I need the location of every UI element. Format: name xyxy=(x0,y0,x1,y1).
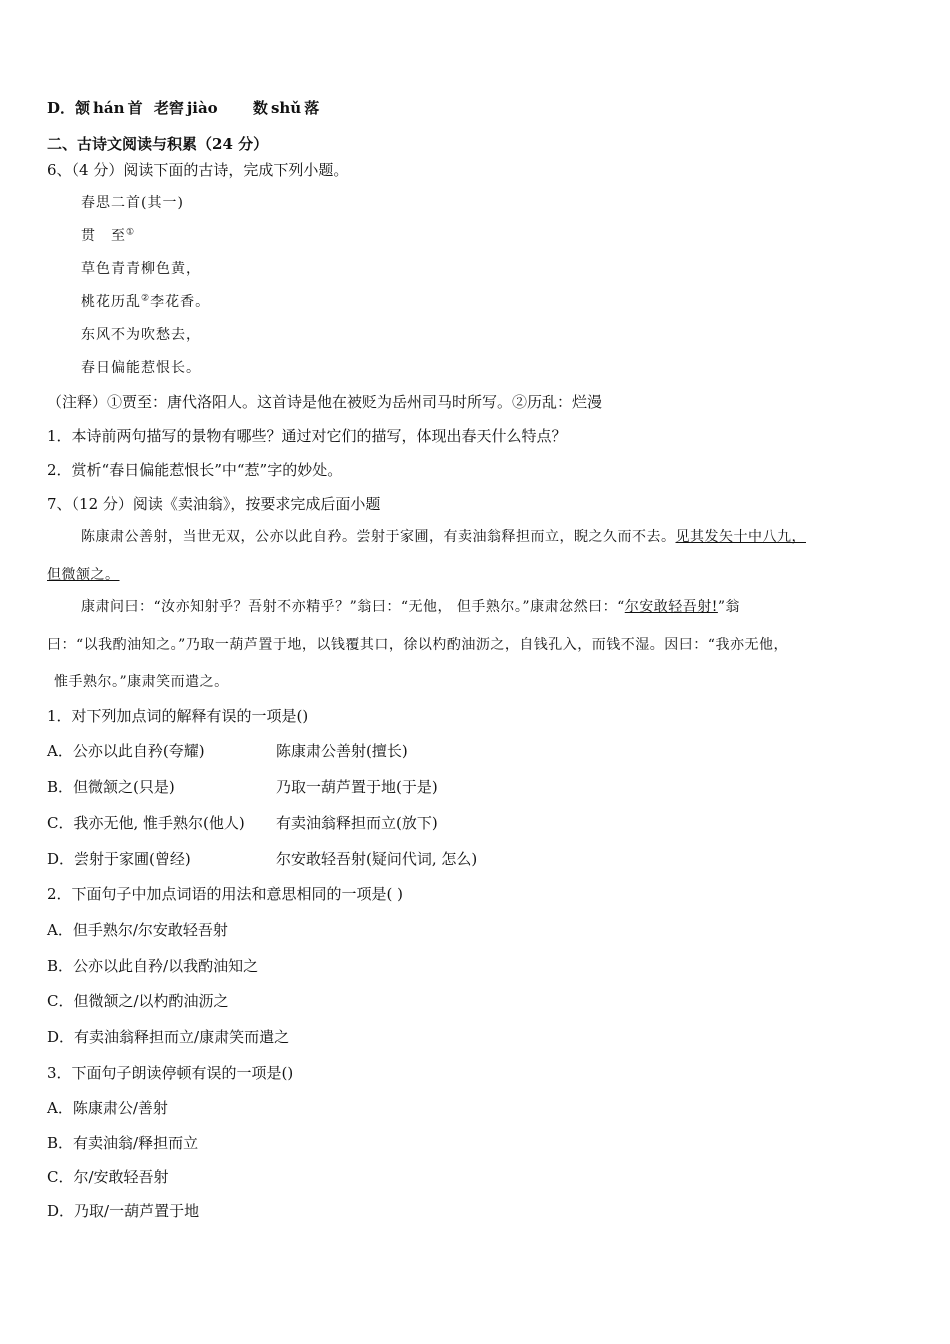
option-label: A． xyxy=(47,921,73,939)
option-row-b xyxy=(47,777,175,797)
option-label: C． xyxy=(47,1168,74,1186)
poem-text: 桃花历乱 xyxy=(81,294,141,310)
footnote-mark: ① xyxy=(126,227,136,238)
option-text: 有卖油翁/释担而立 xyxy=(73,1134,199,1152)
option-label: D． xyxy=(47,99,76,117)
option-row-c xyxy=(47,813,245,833)
option-label: B． xyxy=(47,1134,74,1152)
pinyin: hán xyxy=(93,99,125,117)
option-d xyxy=(47,1027,289,1047)
passage-paragraph-2-cont: 曰：“以我酌油知之。”乃取一葫芦置于地，以钱覆其口，徐以杓酌油沥之，自钱孔入，而钱不湿。因曰：“我亦无他， xyxy=(47,637,788,653)
option-text: 我亦无他, 惟手熟尔(他人) xyxy=(73,814,245,832)
option-c xyxy=(47,1167,169,1187)
passage-paragraph-2-end: 惟手熟尔。”康肃笑而遣之。 xyxy=(54,674,229,690)
question-7-2-stem: 2．下面句子中加点词语的用法和意思相同的一项是( ) xyxy=(47,885,404,903)
passage-text: 康肃问曰：“汝亦知射乎？吾射不亦精乎？”翁曰：“无他， 但手熟尔。”康肃忿然曰：“ xyxy=(81,599,625,615)
option-label: C． xyxy=(47,992,74,1010)
author-name: 贯 至 xyxy=(81,228,126,244)
passage-text: 陈康肃公善射，当世无双，公亦以此自矜。尝射于家圃，有卖油翁释担而立，睨之久而不去。 xyxy=(81,529,676,545)
option-b xyxy=(47,956,258,976)
option-label: B． xyxy=(47,778,74,796)
option-text: 有卖油翁释担而立/康肃笑而遣之 xyxy=(74,1028,290,1046)
underlined-text: 见其发矢十中八九， xyxy=(675,529,806,545)
passage-paragraph-1-cont xyxy=(47,565,120,585)
option-row-c-col2: 有卖油翁释担而立(放下) xyxy=(276,814,438,832)
option-a xyxy=(47,920,228,940)
poem-annotation: （注释）①贾至：唐代洛阳人。这首诗是他在被贬为岳州司马时所写。②历乱：烂漫 xyxy=(47,393,603,411)
option-label: A． xyxy=(47,742,73,760)
poem-line-2 xyxy=(81,292,210,312)
question-7-stem: 7、（12 分）阅读《卖油翁》，按要求完成后面小题 xyxy=(47,495,381,513)
option-d xyxy=(47,1201,199,1221)
question-6-stem: 6、（4 分）阅读下面的古诗，完成下列小题。 xyxy=(47,161,349,179)
question-6-1: 1．本诗前两句描写的景物有哪些？通过对它们的描写，体现出春天什么特点？ xyxy=(47,427,567,445)
footnote-mark: ② xyxy=(141,293,151,304)
option-row-b-col2: 乃取一葫芦置于地(于是) xyxy=(276,778,438,796)
poem-line-1: 草色青青柳色黄， xyxy=(81,261,201,277)
option-label: D． xyxy=(47,1202,75,1220)
underlined-text: 尔安敢轻吾射! xyxy=(624,599,718,615)
option-row-a xyxy=(47,741,205,761)
option-b xyxy=(47,1133,198,1153)
word: 落 xyxy=(304,99,320,117)
option-text: 乃取/一葫芦置于地 xyxy=(74,1202,200,1220)
option-d-pinyin xyxy=(47,98,319,118)
pinyin: jiào xyxy=(186,99,218,117)
poem-line-4: 春日偏能惹恨长。 xyxy=(81,360,201,376)
option-row-a-col2: 陈康肃公善射(擅长) xyxy=(276,742,408,760)
pinyin: shǔ xyxy=(270,99,302,117)
word: 首 xyxy=(127,99,143,117)
passage-paragraph-2 xyxy=(81,597,740,617)
poem-author xyxy=(81,226,135,246)
poem-line-3: 东风不为吹愁去， xyxy=(81,327,201,343)
word: 颔 xyxy=(75,99,91,117)
option-text: 尝射于家圃(曾经) xyxy=(74,850,191,868)
question-6-2: 2．赏析“春日偏能惹恨长”中“惹”字的妙处。 xyxy=(47,461,343,479)
option-label: D． xyxy=(47,850,75,868)
option-text: 陈康肃公/善射 xyxy=(72,1099,168,1117)
word: 数 xyxy=(252,99,268,117)
option-label: C． xyxy=(47,814,74,832)
option-row-d-col2: 尔安敢轻吾射(疑问代词, 怎么) xyxy=(276,850,478,868)
option-row-d xyxy=(47,849,191,869)
question-7-1-stem: 1．对下列加点词的解释有误的一项是() xyxy=(47,707,309,725)
option-text: 公亦以此自矜/以我酌油知之 xyxy=(73,957,259,975)
option-label: B． xyxy=(47,957,74,975)
underlined-text: 但微颔之。 xyxy=(47,567,120,583)
option-text: 但微颔之(只是) xyxy=(73,778,175,796)
option-label: D． xyxy=(47,1028,75,1046)
passage-text: ”翁 xyxy=(717,599,741,615)
option-text: 尔/安敢轻吾射 xyxy=(73,1168,169,1186)
option-text: 公亦以此自矜(夸耀) xyxy=(72,742,205,760)
passage-paragraph-1 xyxy=(81,527,806,547)
option-text: 但微颔之/以杓酌油沥之 xyxy=(73,992,229,1010)
poem-title: 春思二首(其一) xyxy=(81,195,184,211)
option-c xyxy=(47,991,229,1011)
option-a xyxy=(47,1098,168,1118)
option-label: A． xyxy=(47,1099,73,1117)
section-heading: 二、古诗文阅读与积累（24 分） xyxy=(47,135,269,153)
poem-text: 李花香。 xyxy=(150,294,211,310)
question-7-3-stem: 3．下面句子朗读停顿有误的一项是() xyxy=(47,1064,294,1082)
word: 老窖 xyxy=(153,99,184,117)
option-text: 但手熟尔/尔安敢轻吾射 xyxy=(72,921,228,939)
